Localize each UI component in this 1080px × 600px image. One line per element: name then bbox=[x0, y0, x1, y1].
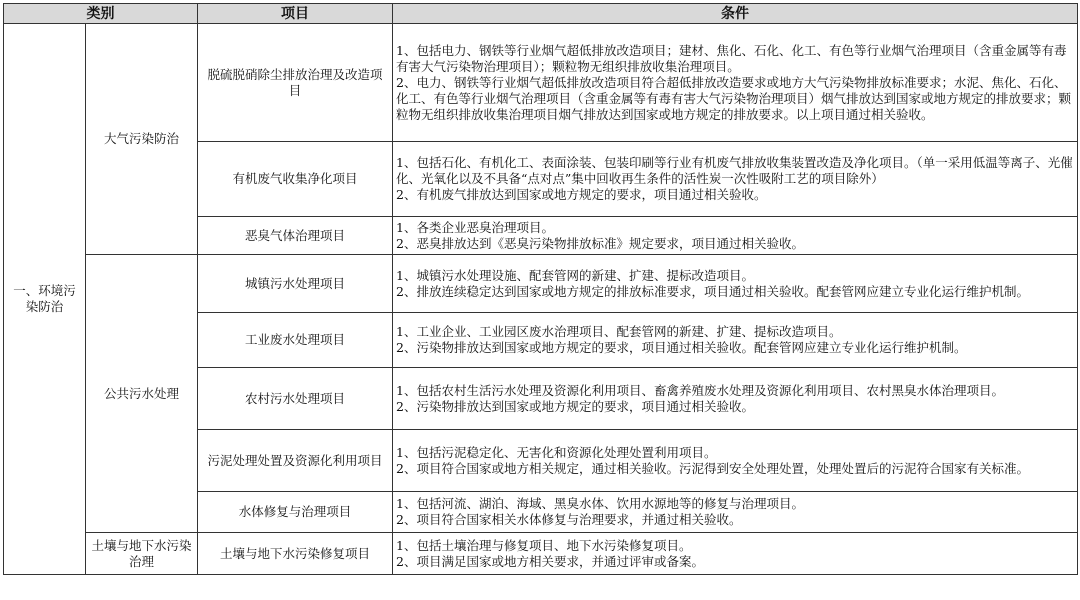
condition-line: 2、项目符合国家相关水体修复与治理要求，并通过相关验收。 bbox=[396, 512, 742, 527]
conditions-cell bbox=[393, 142, 1078, 217]
conditions-cell bbox=[393, 217, 1078, 255]
header-item: 项目 bbox=[198, 4, 393, 24]
table-row bbox=[4, 24, 1078, 142]
item-cell: 工业废水处理项目 bbox=[198, 313, 393, 368]
table-row bbox=[4, 255, 1078, 313]
header-category: 类别 bbox=[4, 4, 198, 24]
condition-line: 1、包括电力、钢铁等行业烟气超低排放改造项目；建材、焦化、石化、化工、有色等行业烟气治理项目（含重金属等有毒有害大气污染物治理项目）；颗粒物无组织排放收集治理项目。 bbox=[396, 42, 1067, 74]
condition-line: 2、有机废气排放达到国家或地方规定的要求，项目通过相关验收。 bbox=[396, 187, 767, 202]
item-cell: 脱硫脱硝除尘排放治理及改造项目 bbox=[198, 24, 393, 142]
condition-line: 2、电力、钢铁等行业烟气超低排放改造项目符合超低排放改造要求或地方大气污染物排放标准要求；水泥、焦化、石化、化工、有色等行业烟气治理项目（含重金属等有毒有害大气污染物治理项目）烟气排放达到国家或地方规定的排放要求；颗粒物无组织排放收集治理项目烟气排放达到国家或地方规定的排放要求。以上项目通过相关验收。 bbox=[396, 74, 1072, 122]
header-conditions: 条件 bbox=[393, 4, 1078, 24]
condition-line: 2、污染物排放达到国家或地方规定的要求，项目通过相关验收。 bbox=[396, 398, 754, 414]
condition-line: 2、污染物排放达到国家或地方规定的要求，项目通过相关验收。配套管网应建立专业化运行维护机制。 bbox=[396, 340, 967, 355]
item-cell: 恶臭气体治理项目 bbox=[198, 217, 393, 255]
item-cell: 有机废气收集净化项目 bbox=[198, 142, 393, 217]
group-cell: 公共污水处理 bbox=[86, 255, 198, 533]
conditions-cell bbox=[393, 492, 1078, 533]
condition-line: 2、排放连续稳定达到国家或地方规定的排放标准要求，项目通过相关验收。配套管网应建立专业化运行维护机制。 bbox=[396, 283, 1029, 299]
conditions-cell bbox=[393, 368, 1078, 430]
item-cell: 水体修复与治理项目 bbox=[198, 492, 393, 533]
condition-line: 2、项目符合国家或地方相关规定，通过相关验收。污泥得到安全处理处置，处理处置后的污泥符合国家有关标准。 bbox=[396, 460, 1029, 476]
item-cell: 城镇污水处理项目 bbox=[198, 255, 393, 313]
condition-line: 1、各类企业恶臭治理项目。 bbox=[396, 219, 554, 235]
condition-line: 1、包括农村生活污水处理及资源化利用项目、畜禽养殖废水处理及资源化利用项目、农村黑臭水体治理项目。 bbox=[396, 382, 1004, 398]
conditions-cell bbox=[393, 430, 1078, 492]
header-row bbox=[4, 4, 1078, 24]
condition-line: 1、包括石化、有机化工、表面涂装、包装印刷等行业有机废气排放收集装置改造及净化项目。（单一采用低温等离子、光催化、光氧化以及不具备“点对点”集中回收再生条件的活性炭一次性吸附工艺的项目除外） bbox=[396, 155, 1073, 186]
condition-line: 1、包括污泥稳定化、无害化和资源化处理处置利用项目。 bbox=[396, 444, 717, 460]
category-cell: 一、环境污染防治 bbox=[4, 24, 86, 575]
group-cell: 土壤与地下水污染治理 bbox=[86, 533, 198, 575]
condition-line: 1、工业企业、工业园区废水治理项目、配套管网的新建、扩建、提标改造项目。 bbox=[396, 324, 842, 339]
table-row bbox=[4, 533, 1078, 575]
conditions-cell bbox=[393, 533, 1078, 575]
conditions-cell bbox=[393, 255, 1078, 313]
condition-line: 2、项目满足国家或地方相关要求，并通过评审或备案。 bbox=[396, 553, 704, 569]
item-cell: 农村污水处理项目 bbox=[198, 368, 393, 430]
conditions-table bbox=[3, 3, 1078, 575]
conditions-cell bbox=[393, 24, 1078, 142]
item-cell: 土壤与地下水污染修复项目 bbox=[198, 533, 393, 575]
item-cell: 污泥处理处置及资源化利用项目 bbox=[198, 430, 393, 492]
conditions-cell bbox=[393, 313, 1078, 368]
condition-line: 2、恶臭排放达到《恶臭污染物排放标准》规定要求，项目通过相关验收。 bbox=[396, 235, 804, 251]
condition-line: 1、包括土壤治理与修复项目、地下水污染修复项目。 bbox=[396, 537, 692, 553]
condition-line: 1、城镇污水处理设施、配套管网的新建、扩建、提标改造项目。 bbox=[396, 267, 754, 283]
condition-line: 1、包括河流、湖泊、海域、黑臭水体、饮用水源地等的修复与治理项目。 bbox=[396, 496, 804, 511]
group-cell: 大气污染防治 bbox=[86, 24, 198, 255]
